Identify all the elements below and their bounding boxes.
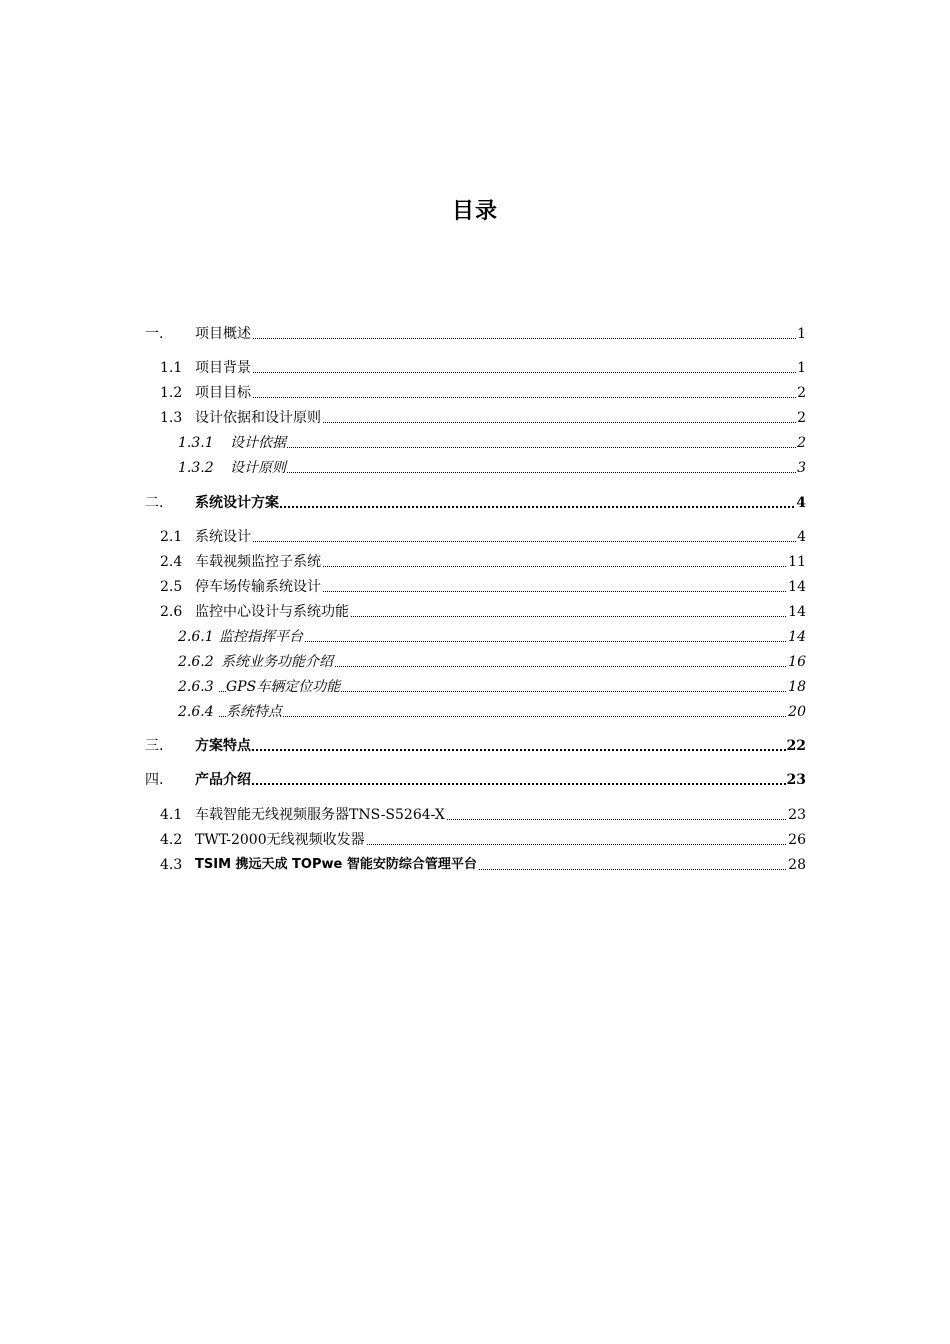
toc-entry-number: 三.	[145, 738, 164, 754]
toc-entry-number: 2.6.1	[178, 629, 214, 645]
toc-entry-label: 项目目标	[195, 382, 252, 404]
toc-entry-label: 产品介绍	[195, 769, 252, 791]
toc-entry-page: 1	[796, 323, 806, 345]
toc-entry-label: 监控中心设计与系统功能	[195, 601, 350, 623]
toc-entry-number: 2.6.2	[178, 654, 214, 670]
toc-entry-number: 1.3	[160, 410, 183, 426]
toc-entry-label: 项目概述	[195, 323, 252, 345]
toc-entry-page: 14	[787, 601, 806, 623]
toc-entry-number: 二.	[145, 495, 164, 511]
toc-entry[interactable]	[0, 492, 950, 514]
toc-entry-label: 项目背景	[195, 357, 252, 379]
toc-entry[interactable]	[0, 769, 950, 791]
toc-entry-page: 20	[787, 701, 806, 723]
toc-entry-number: 2.4	[160, 554, 183, 570]
toc-entry-page: 14	[787, 626, 806, 648]
toc-entry-label: 设计依据	[230, 432, 287, 454]
toc-entry-label: 设计依据和设计原则	[195, 407, 322, 429]
toc-entry-label: 车载智能无线视频服务器TNS-S5264-X	[195, 804, 446, 826]
toc-entry-page: 4	[796, 526, 806, 548]
toc-leader	[195, 372, 806, 373]
toc-entry-page: 23	[786, 769, 806, 791]
toc-leader	[219, 641, 806, 642]
toc-entry[interactable]	[0, 651, 950, 673]
toc-entry[interactable]	[0, 829, 950, 851]
toc-entry-number: 4.2	[160, 832, 183, 848]
toc-entry-number: 1.1	[160, 360, 183, 376]
toc-entry-number: 2.6.4	[178, 704, 214, 720]
toc-entry-number: 4.1	[160, 807, 183, 823]
toc-entry[interactable]	[0, 323, 950, 345]
toc-entry-label: 停车场传输系统设计	[195, 576, 322, 598]
toc-entry-page: 14	[787, 576, 806, 598]
toc-entry-number: 2.5	[160, 579, 183, 595]
toc-entry-page: 3	[796, 457, 806, 479]
toc-entry[interactable]	[0, 382, 950, 404]
toc-entry-label: 系统设计方案	[195, 492, 280, 514]
page-title: 目录	[451, 199, 498, 224]
toc-entry-number: 1.3.1	[178, 435, 214, 451]
toc-entry-label: 系统业务功能介绍	[221, 651, 334, 673]
toc-entry-label: 方案特点	[195, 735, 252, 757]
toc-entry-page: 2	[796, 432, 806, 454]
toc-entry-label: 系统设计	[195, 526, 252, 548]
toc-entry[interactable]	[0, 601, 950, 623]
toc-entry[interactable]	[0, 854, 950, 876]
toc-entry-number: 四.	[145, 772, 164, 788]
toc-entry[interactable]	[0, 576, 950, 598]
toc-entry-page: 1	[796, 357, 806, 379]
toc-entry-page: 2	[796, 407, 806, 429]
toc-entry[interactable]	[0, 432, 950, 454]
toc-entry-label: 车载视频监控子系统	[195, 551, 322, 573]
toc-entry[interactable]	[0, 735, 950, 757]
toc-entry-number: 1.2	[160, 385, 183, 401]
toc-entry-label: GPS车辆定位功能	[226, 676, 341, 698]
toc-leader	[195, 397, 806, 398]
toc-entry-page: 16	[787, 651, 806, 673]
toc-entry-page: 11	[787, 551, 806, 573]
toc-entry-label: 系统特点	[226, 701, 283, 723]
toc-entry[interactable]	[0, 701, 950, 723]
toc-entry-label: 设计原则	[230, 457, 287, 479]
toc-leader	[195, 783, 806, 785]
toc-entry[interactable]	[0, 626, 950, 648]
toc-entry-page: 28	[787, 854, 806, 876]
toc-entry[interactable]	[0, 407, 950, 429]
toc-leader	[195, 749, 806, 751]
toc-leader	[195, 338, 806, 339]
toc-entry-page: 26	[787, 829, 806, 851]
toc-leader	[195, 506, 806, 508]
toc-entry[interactable]	[0, 526, 950, 548]
toc-entry[interactable]	[0, 457, 950, 479]
toc-entry[interactable]	[0, 676, 950, 698]
toc-entry-page: 22	[786, 735, 806, 757]
toc-entry-label: 监控指挥平台	[219, 626, 304, 648]
toc-leader	[230, 447, 806, 448]
toc-entry[interactable]	[0, 804, 950, 826]
toc-entry-label: TWT-2000无线视频收发器	[195, 829, 366, 851]
toc-leader	[195, 541, 806, 542]
toc-entry-number: 1.3.2	[178, 460, 214, 476]
toc-entry-number: 2.6.3	[178, 679, 214, 695]
toc-entry-page: 4	[795, 492, 806, 514]
toc-entry-number: 一.	[145, 326, 164, 342]
toc-entry[interactable]	[0, 551, 950, 573]
toc-entry-page: 2	[796, 382, 806, 404]
toc-entry-number: 2.1	[160, 529, 183, 545]
toc-leader	[230, 472, 806, 473]
toc-entry-page: 23	[787, 804, 806, 826]
toc-entry-label: TSIM 携远天成 TOPwe 智能安防综合管理平台	[195, 854, 478, 876]
toc-entry-number: 2.6	[160, 604, 183, 620]
toc-entry[interactable]	[0, 357, 950, 379]
toc-entry-number: 4.3	[160, 857, 183, 873]
toc-leader	[219, 716, 806, 717]
toc-entry-page: 18	[787, 676, 806, 698]
